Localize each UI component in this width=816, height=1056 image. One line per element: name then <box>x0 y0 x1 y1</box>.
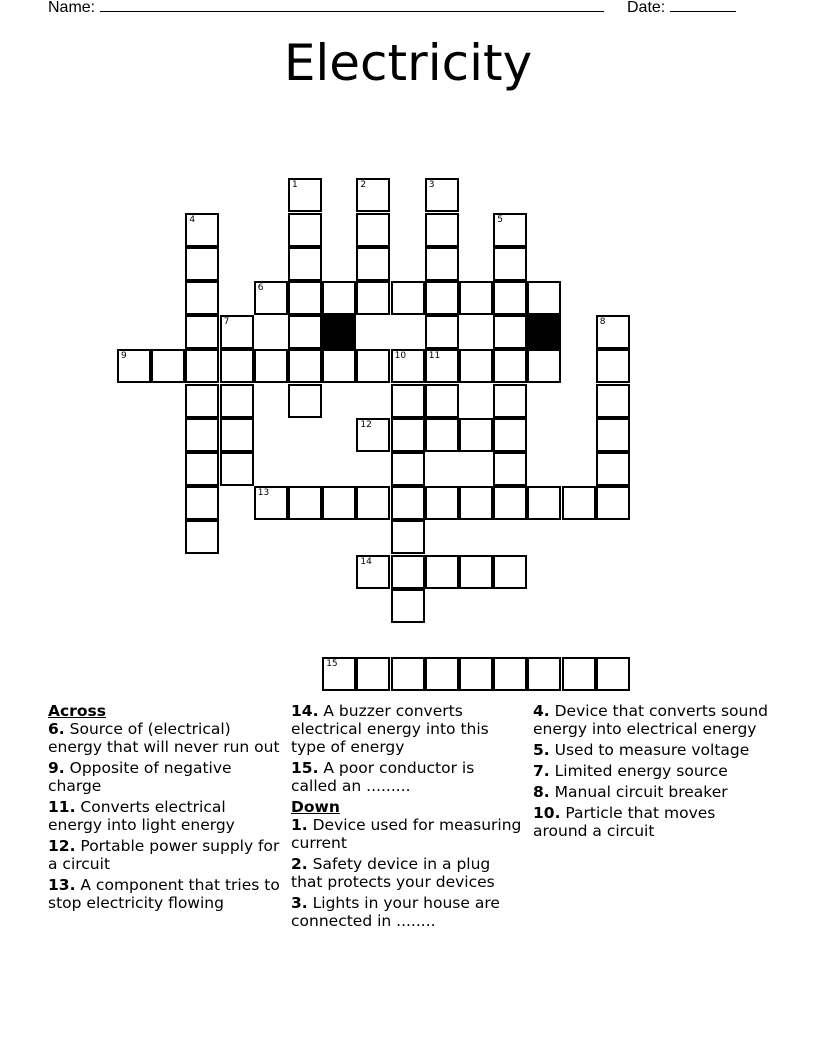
grid-cell[interactable] <box>459 349 493 383</box>
grid-cell[interactable] <box>356 213 390 247</box>
grid-cell[interactable] <box>356 281 390 315</box>
clue-down-8 <box>533 783 773 801</box>
clue-number: 15. <box>291 759 319 777</box>
grid-cell[interactable] <box>425 178 459 212</box>
clue-number-label: 12 <box>360 419 372 430</box>
grid-cell[interactable] <box>493 349 527 383</box>
across-heading: Across <box>48 702 106 720</box>
black-grid-cell <box>322 315 356 349</box>
grid-cell[interactable] <box>356 178 390 212</box>
grid-cell[interactable] <box>425 315 459 349</box>
clue-number: 13. <box>48 876 76 894</box>
clue-number: 11. <box>48 798 76 816</box>
grid-cell[interactable] <box>596 657 630 691</box>
clue-number: 12. <box>48 837 76 855</box>
grid-cell[interactable] <box>254 486 288 520</box>
grid-cell[interactable] <box>527 486 561 520</box>
grid-cell[interactable] <box>254 349 288 383</box>
grid-cell[interactable] <box>425 247 459 281</box>
clue-number: 3. <box>291 894 308 912</box>
clue-across-15 <box>291 759 523 795</box>
grid-cell[interactable] <box>527 349 561 383</box>
grid-cell[interactable] <box>596 384 630 418</box>
grid-cell[interactable] <box>391 589 425 623</box>
grid-cell[interactable] <box>288 486 322 520</box>
clue-number-label: 11 <box>428 351 441 362</box>
grid-cell[interactable] <box>596 452 630 486</box>
clue-text: Device that converts sound energy into electrical energy <box>533 702 768 738</box>
date-field[interactable] <box>627 0 736 18</box>
grid-cell[interactable] <box>425 384 459 418</box>
name-blank-line[interactable] <box>100 0 604 12</box>
grid-cell[interactable] <box>425 349 459 383</box>
clue-number-label: 13 <box>257 488 270 499</box>
grid-cell[interactable] <box>596 486 630 520</box>
grid-cell[interactable] <box>425 555 459 589</box>
grid-cell[interactable] <box>288 178 322 212</box>
grid-cell[interactable] <box>391 452 425 486</box>
grid-cell[interactable] <box>527 657 561 691</box>
grid-cell[interactable] <box>562 486 596 520</box>
grid-cell[interactable] <box>391 281 425 315</box>
grid-cell[interactable] <box>493 247 527 281</box>
clue-down-4 <box>533 702 773 738</box>
clue-across-13 <box>48 876 280 912</box>
clue-number: 14. <box>291 702 319 720</box>
clue-text: Lights in your house are connected in ........ <box>291 894 500 930</box>
grid-cell[interactable] <box>288 213 322 247</box>
date-blank-line[interactable] <box>670 0 736 12</box>
grid-cell[interactable] <box>391 384 425 418</box>
clue-down-2 <box>291 855 523 891</box>
grid-cell[interactable] <box>288 349 322 383</box>
clue-down-7 <box>533 762 773 780</box>
clue-number-label: 2 <box>360 180 367 191</box>
grid-cell[interactable] <box>185 213 219 247</box>
clue-text: Converts electrical energy into light energy <box>48 798 235 834</box>
clue-down-3 <box>291 894 523 930</box>
grid-cell[interactable] <box>391 418 425 452</box>
grid-cell[interactable] <box>459 555 493 589</box>
grid-cell[interactable] <box>493 418 527 452</box>
grid-cell[interactable] <box>185 486 219 520</box>
clue-across-11 <box>48 798 280 834</box>
date-label: Date: <box>627 0 666 16</box>
grid-cell[interactable] <box>220 315 254 349</box>
clue-number-label: 3 <box>428 180 435 191</box>
grid-cell[interactable] <box>391 520 425 554</box>
grid-cell[interactable] <box>596 315 630 349</box>
clue-text: Opposite of negative charge <box>48 759 232 795</box>
grid-cell[interactable] <box>391 349 425 383</box>
grid-cell[interactable] <box>288 281 322 315</box>
grid-cell[interactable] <box>185 281 219 315</box>
clue-number-label: 1 <box>292 180 298 191</box>
clue-down-1 <box>291 816 523 852</box>
grid-cell[interactable] <box>322 486 356 520</box>
clue-number-label: 15 <box>326 659 338 670</box>
grid-cell[interactable] <box>493 452 527 486</box>
clue-number-label: 9 <box>121 351 127 362</box>
clue-text: A component that tries to stop electricity flowing <box>48 876 280 912</box>
grid-cell[interactable] <box>220 384 254 418</box>
grid-cell[interactable] <box>425 213 459 247</box>
clue-across-12 <box>48 837 280 873</box>
clue-number-label: 8 <box>599 317 606 328</box>
grid-cell[interactable] <box>288 384 322 418</box>
grid-cell[interactable] <box>493 384 527 418</box>
grid-cell[interactable] <box>288 247 322 281</box>
clues-column-2 <box>291 702 523 933</box>
grid-cell[interactable] <box>185 520 219 554</box>
clue-text: Source of (electrical) energy that will never run out <box>48 720 280 756</box>
grid-cell[interactable] <box>356 418 390 452</box>
clue-across-9 <box>48 759 280 795</box>
black-grid-cell <box>527 315 561 349</box>
grid-cell[interactable] <box>185 452 219 486</box>
clue-across-6 <box>48 720 280 756</box>
down-heading: Down <box>291 798 340 816</box>
clue-text: Particle that moves around a circuit <box>533 804 716 840</box>
grid-cell[interactable] <box>391 486 425 520</box>
clue-number: 1. <box>291 816 308 834</box>
clue-number-label: 10 <box>394 351 407 362</box>
grid-cell[interactable] <box>425 418 459 452</box>
clue-text: A buzzer converts electrical energy into this type of energy <box>291 702 489 756</box>
grid-cell[interactable] <box>117 349 151 383</box>
clue-across-14 <box>291 702 523 756</box>
grid-cell[interactable] <box>322 349 356 383</box>
grid-cell[interactable] <box>459 486 493 520</box>
clue-number-label: 4 <box>189 214 196 225</box>
grid-cell[interactable] <box>322 657 356 691</box>
grid-cell[interactable] <box>356 349 390 383</box>
clue-text: Safety device in a plug that protects your devices <box>291 855 495 891</box>
grid-cell[interactable] <box>425 281 459 315</box>
grid-cell[interactable] <box>356 247 390 281</box>
grid-cell[interactable] <box>596 418 630 452</box>
grid-cell[interactable] <box>288 315 322 349</box>
page-title: Electricity <box>283 34 533 92</box>
grid-cell[interactable] <box>425 657 459 691</box>
clue-number: 2. <box>291 855 308 873</box>
grid-cell[interactable] <box>185 349 219 383</box>
clue-text: Manual circuit breaker <box>554 783 728 801</box>
grid-cell[interactable] <box>493 657 527 691</box>
grid-cell[interactable] <box>459 418 493 452</box>
grid-cell[interactable] <box>493 281 527 315</box>
clue-number-label: 5 <box>497 214 503 225</box>
grid-cell[interactable] <box>391 657 425 691</box>
grid-cell[interactable] <box>185 418 219 452</box>
clues-column-1 <box>48 702 280 915</box>
grid-cell[interactable] <box>391 555 425 589</box>
clue-number-label: 7 <box>223 317 230 328</box>
clue-text: Portable power supply for a circuit <box>48 837 280 873</box>
grid-cell[interactable] <box>185 247 219 281</box>
clue-down-5 <box>533 741 773 759</box>
grid-cell[interactable] <box>493 213 527 247</box>
grid-cell[interactable] <box>254 281 288 315</box>
grid-cell[interactable] <box>185 384 219 418</box>
grid-cell[interactable] <box>220 418 254 452</box>
grid-cell[interactable] <box>220 349 254 383</box>
grid-cell[interactable] <box>356 486 390 520</box>
grid-cell[interactable] <box>527 281 561 315</box>
clue-number-label: 6 <box>257 283 264 293</box>
name-field[interactable] <box>48 0 604 18</box>
clue-number: 6. <box>48 720 65 738</box>
grid-cell[interactable] <box>493 486 527 520</box>
clue-number: 7. <box>533 762 550 780</box>
clue-text: Used to measure voltage <box>554 741 750 759</box>
grid-cell[interactable] <box>425 486 459 520</box>
grid-cell[interactable] <box>356 555 390 589</box>
grid-cell[interactable] <box>356 657 390 691</box>
grid-cell[interactable] <box>151 349 185 383</box>
clue-number: 4. <box>533 702 550 720</box>
clue-number: 9. <box>48 759 65 777</box>
clue-text: Device used for measuring current <box>291 816 522 852</box>
name-label: Name: <box>48 0 96 16</box>
clue-number: 5. <box>533 741 550 759</box>
grid-cell[interactable] <box>562 657 596 691</box>
grid-cell[interactable] <box>493 315 527 349</box>
grid-cell[interactable] <box>185 315 219 349</box>
grid-cell[interactable] <box>459 657 493 691</box>
clue-number: 10. <box>533 804 561 822</box>
grid-cell[interactable] <box>596 349 630 383</box>
grid-cell[interactable] <box>459 281 493 315</box>
clues-column-3 <box>533 702 773 843</box>
clue-text: A poor conductor is called an ......... <box>291 759 475 795</box>
clue-down-10 <box>533 804 773 840</box>
clue-number: 8. <box>533 783 550 801</box>
grid-cell[interactable] <box>493 555 527 589</box>
clue-text: Limited energy source <box>554 762 728 780</box>
grid-cell[interactable] <box>220 452 254 486</box>
clue-number-label: 14 <box>360 556 372 567</box>
grid-cell[interactable] <box>322 281 356 315</box>
